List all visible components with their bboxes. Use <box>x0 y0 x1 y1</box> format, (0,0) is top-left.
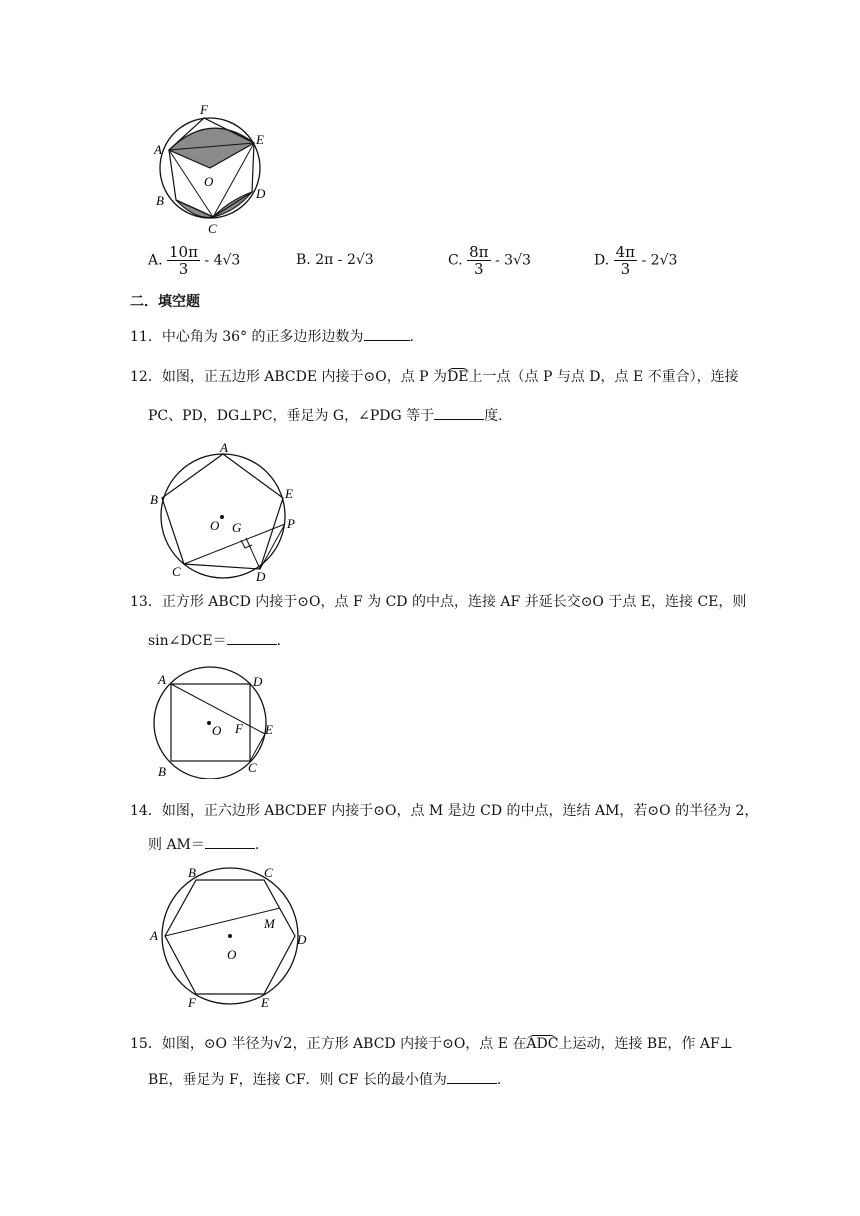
question-13-line2: sin∠DCE＝ . <box>148 633 282 649</box>
label-E: E <box>265 722 273 737</box>
option-d: D. $\frac{4\pi}{3}$ - 2√3 <box>594 243 678 278</box>
question-15-line2: BE，垂足为 F，连接 CF．则 CF 长的最小值为 . <box>148 1072 502 1088</box>
label-O: O <box>227 947 237 962</box>
label-B: B <box>156 193 164 208</box>
label-D: D <box>256 186 266 201</box>
label-F: F <box>235 721 243 736</box>
figure-q10-hexagon <box>140 100 280 240</box>
label-F: F <box>188 995 196 1010</box>
label-D: D <box>297 932 307 947</box>
label-O: O <box>210 518 220 533</box>
label-O: O <box>212 723 222 738</box>
label-D: D <box>253 674 263 689</box>
label-A: A <box>158 672 166 687</box>
label-B: B <box>158 764 166 779</box>
label-E: E <box>285 486 293 501</box>
label-A: A <box>154 142 162 157</box>
label-P: P <box>287 516 295 531</box>
question-12-line1: 12．如图，正五边形 ABCDE 内接于⊙O，点 P 为DE上一点（点 P 与点 D，点 E 不重合），连接 <box>130 369 739 385</box>
option-c: C. $\frac{8\pi}{3}$ - 3√3 <box>448 243 531 278</box>
label-E: E <box>256 132 264 147</box>
figure-q12-pentagon <box>140 436 310 586</box>
label-B: B <box>150 492 158 507</box>
option-b: B. 2π - 2√3 <box>296 252 374 268</box>
question-12-line2: PC、PD，DG⊥PC，垂足为 G，∠PDG 等于 度. <box>148 408 503 424</box>
label-A: A <box>220 440 228 455</box>
option-a: A. $\frac{10\pi}{3}$ - 4√3 <box>148 243 241 278</box>
figure-q14-hexagon <box>140 860 320 1020</box>
label-C: C <box>264 865 273 880</box>
label-O: O <box>204 174 214 189</box>
figure-q13-square <box>140 664 290 779</box>
label-C: C <box>208 221 217 236</box>
question-13-line1: 13．正方形 ABCD 内接于⊙O，点 F 为 CD 的中点，连接 AF 并延长交⊙O 于点 E，连接 CE，则 <box>130 594 747 610</box>
label-B: B <box>188 865 196 880</box>
question-14-line2: 则 AM＝ . <box>148 837 260 853</box>
label-F: F <box>200 102 208 117</box>
label-A: A <box>150 928 158 943</box>
label-C: C <box>172 564 181 579</box>
label-G: G <box>232 520 242 535</box>
question-14-line1: 14．如图，正六边形 ABCDEF 内接于⊙O，点 M 是边 CD 的中点，连结 AM，若⊙O 的半径为 2， <box>130 803 759 819</box>
label-C: C <box>248 760 257 775</box>
section-heading: 二．填空题 <box>130 294 200 310</box>
question-11: 11．中心角为 36° 的正多边形边数为 . <box>130 329 414 345</box>
question-15-line1: 15．如图，⊙O 半径为√2，正方形 ABCD 内接于⊙O，点 E 在ADC上运动，连接 BE，作 AF⊥ <box>130 1034 733 1052</box>
label-M: M <box>264 916 275 931</box>
label-D: D <box>256 569 266 584</box>
label-E: E <box>261 995 269 1010</box>
